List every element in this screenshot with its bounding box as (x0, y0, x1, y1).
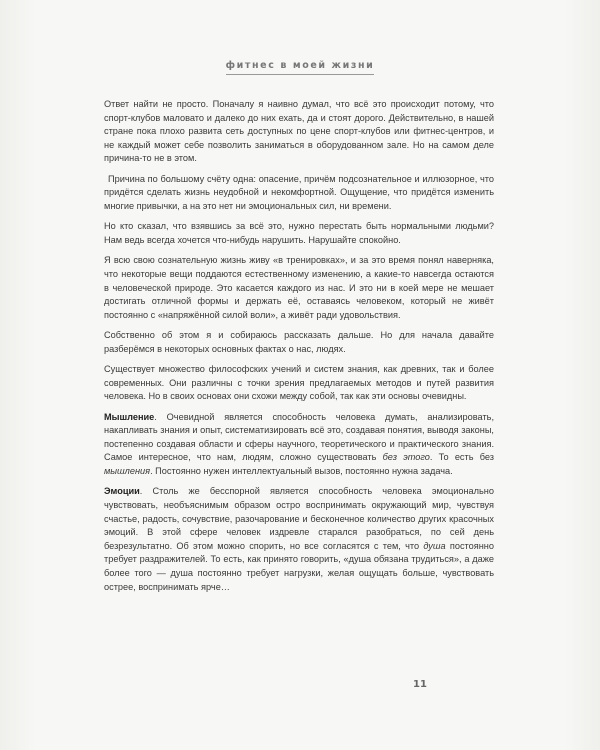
page-number: 11 (413, 679, 427, 690)
running-head (0, 55, 600, 75)
paragraph-text: постоянно требует раздражителей. То есть, как принято говорить, «душа обязана трудиться», а даже более того — душа постоянно требует нагрузки, желая ощущать больше, чувствовать острее, воспринимать ярче… (104, 540, 494, 592)
paragraph-text: . Столь же бесспорной является способность человека эмоционально чувствовать, необъяснимым образом остро воспринимать окружающий мир, чувствуя счастье, радость, сочувствие, разочарование и бесконечное количество других красочных эмоций. В этой сфере человек издревле старался разобраться, по сей день безрезультатно. Об этом можно спорить, но все согласятся с тем, что (104, 486, 494, 551)
paragraph-text: . Постоянно нужен интеллектуальный вызов, постоянно нужна задача. (150, 466, 453, 477)
body-text (104, 98, 494, 601)
paragraph-emotions (104, 485, 494, 594)
paragraph: Но кто сказал, что взявшись за всё это, нужно перестать быть нормальными людьми? Нам ведь всегда хочется что-нибудь нарушить. Нарушайте спокойно. (104, 221, 494, 245)
emphasis: без этого (382, 452, 430, 463)
paragraph: Я всю свою сознательную жизнь живу «в тренировках», и за это время понял наверняка, что некоторые вещи поддаются естественному изменению, а какие-то навсегда остаются в человеческой природе. Это касается каждого из нас. И это ни в коей мере не мешает достигать отличной формы и держать её, оставаясь человеком, который не живёт постоянно с «напряжённой силой воли», а живёт ради удовольствия. (104, 255, 494, 320)
paragraph: Собственно об этом я и собираюсь рассказать дальше. Но для начала давайте разберёмся в некоторых основных фактах о нас, людях. (104, 330, 494, 354)
paragraph: Ответ найти не просто. Поначалу я наивно думал, что всё это происходит потому, что спорт-клубов маловато и далеко до них ехать, да и стоят дорого. Действительно, в нашей стране пока плохо развита сеть доступных по цене спорт-клубов или фитнес-центров, и не каждый может себе позволить заниматься в оборудованном зале. Но на самом деле причина-то не в этом. (104, 99, 494, 164)
emphasis: мышления (104, 466, 151, 477)
term-emotions: Эмоции (104, 486, 140, 497)
paragraph-thinking (104, 411, 494, 479)
term-thinking: Мышление (104, 411, 155, 422)
running-head-text: фитнес в моей жизни (226, 60, 375, 75)
paragraph: Существует множество философских учений и систем знания, как древних, так и более современных. Они различны с точки зрения предлагаемых методов и путей развития человека. Но в своих основах они схожи между собой, так как эти основы очевидны. (104, 364, 494, 402)
paragraph: Причина по большому счёту одна: опасение, причём подсознательное и иллюзорное, что придётся сделать жизнь неудобной и некомфортной. Ощущение, что придётся изменить многие привычки, а на это нет ни эмоциональных сил, ни времени. (104, 173, 494, 211)
emphasis: душа (423, 540, 446, 551)
paragraph-text: . Очевидной является способность человека думать, анализировать, накапливать знания и опыт, систематизировать всё это, создавая понятия, выводя законы, постепенно создавая области и сферы научного, теоретического и практического знания. Самое интересное, что нам, людям, сложно существовать (104, 411, 494, 463)
paragraph-text: . То есть без (429, 452, 494, 463)
